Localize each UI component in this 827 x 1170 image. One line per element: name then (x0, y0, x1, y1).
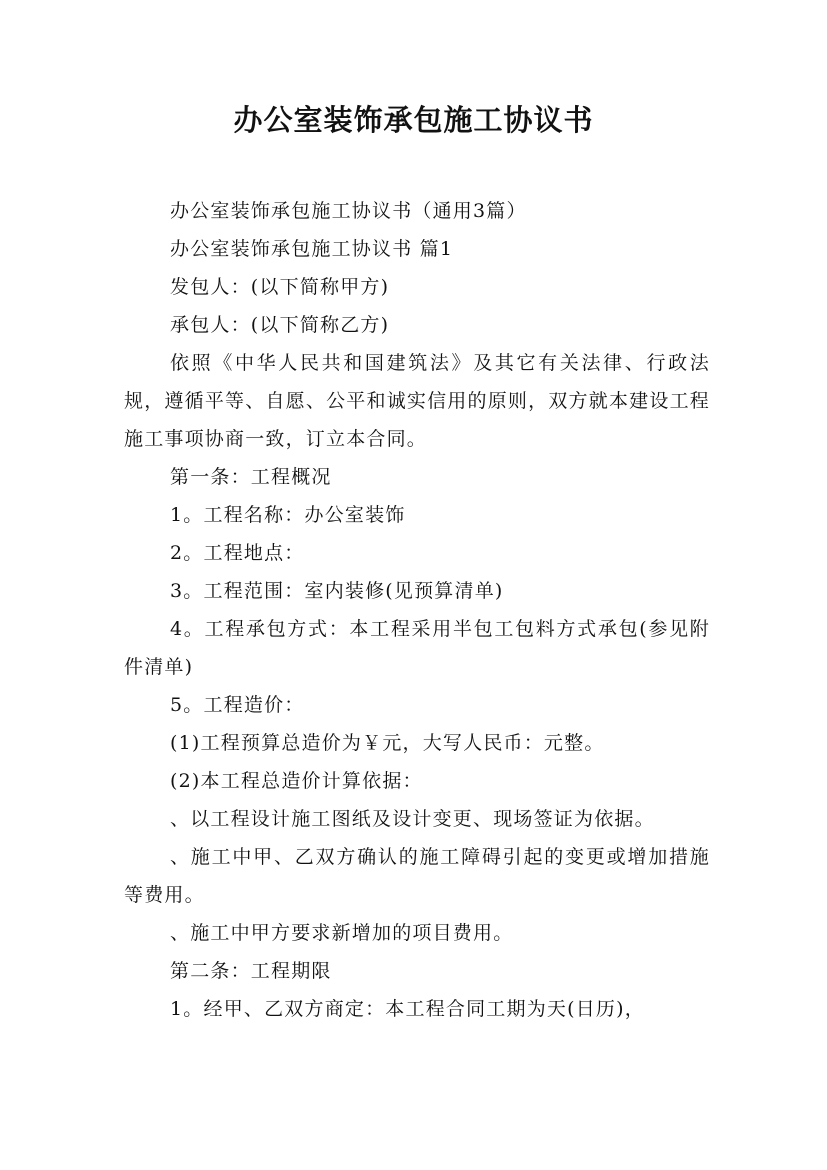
paragraph: 1。工程名称：办公室装饰 (170, 504, 406, 526)
paragraph: 发包人：(以下简称甲方) (170, 276, 390, 298)
paragraph: (1)工程预算总造价为￥元，大写人民币：元整。 (170, 732, 605, 754)
paragraph: 1。经甲、乙双方商定：本工程合同工期为天(日历)， (170, 998, 645, 1020)
paragraph: 4。工程承包方式：本工程采用半包工包料方式承包(参见附件清单) (124, 618, 710, 678)
paragraph: 、施工中甲方要求新增加的项目费用。 (170, 922, 514, 944)
paragraph: 、施工中甲、乙双方确认的施工障碍引起的变更或增加措施等费用。 (124, 846, 710, 906)
paragraph: 办公室装饰承包施工协议书（通用3篇） (170, 200, 527, 222)
paragraph: (2)本工程总造价计算依据： (170, 770, 423, 792)
paragraph: 办公室装饰承包施工协议书 篇1 (170, 238, 454, 260)
document-title: 办公室装饰承包施工协议书 (233, 103, 594, 137)
paragraph: 3。工程范围：室内装修(见预算清单) (170, 580, 504, 602)
paragraph: 依照《中华人民共和国建筑法》及其它有关法律、行政法规，遵循平等、自愿、公平和诚实信用的原则，双方就本建设工程施工事项协商一致，订立本合同。 (124, 352, 710, 450)
document-body (124, 192, 710, 1028)
paragraph: 承包人：(以下简称乙方) (170, 314, 390, 336)
paragraph: 、以工程设计施工图纸及设计变更、现场签证为依据。 (170, 808, 655, 830)
paragraph: 2。工程地点： (170, 542, 305, 564)
paragraph: 第一条：工程概况 (170, 466, 332, 488)
paragraph: 第二条：工程期限 (170, 960, 332, 982)
paragraph: 5。工程造价： (170, 694, 305, 716)
